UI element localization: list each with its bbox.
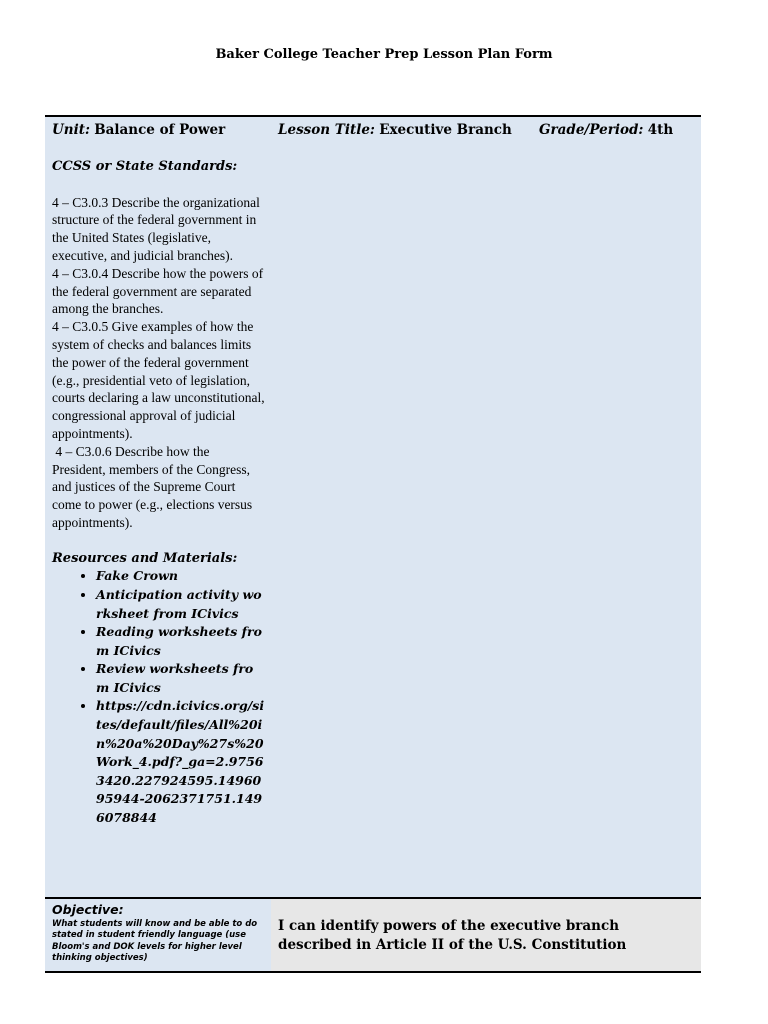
unit-value: Balance of Power <box>94 122 226 138</box>
standard-item: 4 – C3.0.4 Describe how the powers of the federal government are separated among the branches. <box>52 265 264 317</box>
objective-hint: What students will know and be able to do stated in student friendly language (use Bloom's and DOK levels for higher level thinking objectives) <box>52 919 258 963</box>
objective-text: I can identify powers of the executive branch described in Article II of the U.S. Constitution <box>278 918 627 953</box>
standard-item: 4 – C3.0.6 Describe how the President, members of the Congress, and justices of the Supreme Court come to power (e.g., elections versus appointments). <box>52 443 256 530</box>
resource-item: • Review worksheets from ICivics <box>96 660 266 697</box>
unit-label: Unit: <box>52 122 90 138</box>
resource-item: • Anticipation activity worksheet from ICivics <box>96 586 266 623</box>
grade-header <box>539 122 673 138</box>
objective-label-cell <box>45 899 271 971</box>
standard-item: 4 – C3.0.5 Give examples of how the system of checks and balances limits the power of the federal government (e.g., presidential veto of legislation, courts declaring a law unconstitutional, congressional approval of judicial appointments). <box>52 319 265 441</box>
standards-column <box>52 158 266 828</box>
bottom-border <box>45 971 701 973</box>
document-title: Baker College Teacher Prep Lesson Plan Form <box>215 47 553 62</box>
objective-label: Objective: <box>52 902 124 917</box>
objective-text-cell <box>271 899 701 971</box>
lesson-title-value: Executive Branch <box>379 122 512 138</box>
lesson-title-label: Lesson Title: <box>278 122 375 138</box>
main-row <box>45 117 701 899</box>
resource-item: • Reading worksheets from ICivics <box>96 623 266 660</box>
resource-link[interactable]: • https://cdn.icivics.org/sites/default/files/All%20in%20a%20Day%27s%20Work_4.pdf?_ga=2.97563420.227924595.1496095944-2062371751.1496078844 <box>96 697 266 827</box>
standard-item: 4 – C3.0.3 Describe the organizational structure of the federal government in the United States (legislative, executive, and judicial branches). <box>52 194 260 263</box>
unit-header <box>52 122 225 138</box>
grade-label: Grade/Period: <box>539 122 644 138</box>
resource-item: • Fake Crown <box>96 567 266 586</box>
resources-heading: Resources and Materials: <box>52 550 238 566</box>
lesson-title-header <box>278 122 512 138</box>
grade-value: 4th <box>647 122 674 138</box>
resources-list <box>52 567 266 827</box>
standards-heading: CCSS or State Standards: <box>52 159 238 174</box>
lesson-plan-table <box>45 115 701 974</box>
